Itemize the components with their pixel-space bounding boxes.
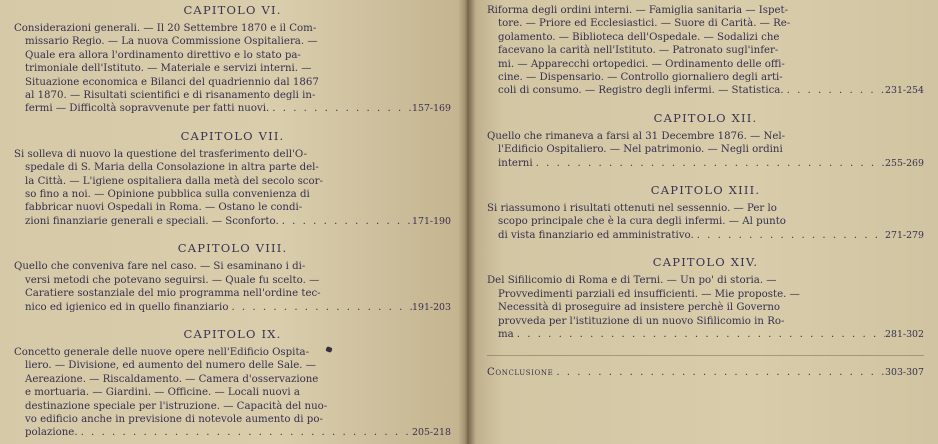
entry-last-line (487, 366, 924, 379)
entry-last-line (487, 328, 924, 341)
book-gutter (458, 0, 476, 444)
entry-line: Necessità di proseguire ad insistere perchè il Governo (498, 302, 781, 314)
chapter-heading: CAPITOLO VI. (183, 3, 282, 17)
entry-line: Quello che rimaneva a farsi al 31 Decembre 1876. — Nel- (487, 130, 786, 142)
leader-dots (279, 215, 412, 228)
entry-text: coli di consumo. — Registro degli infermi. — Statistica. (498, 85, 784, 97)
leader-dots (514, 328, 885, 341)
left-page (0, 0, 465, 444)
entry-line: facevano la carità nell'Istituto. — Patronato sugl'infer- (498, 45, 779, 57)
entry-text: di vista finanziario ed amministrativo. (498, 229, 694, 241)
entry-line: al 1870. — Risultati scientifici e di risanamento degli in- (25, 90, 316, 102)
leader-dots (269, 102, 412, 115)
entry-text: interni (498, 157, 533, 169)
leader-dots (553, 366, 885, 379)
entry-line: Quello che conveniva fare nel caso. — Si esaminano i di- (14, 261, 306, 273)
page-range: 205-218 (412, 427, 451, 439)
right-page (465, 0, 938, 444)
leader-dots (533, 157, 885, 170)
entry-line: Quale era allora l'ordinamento direttivo e lo stato pa- (25, 49, 301, 61)
entry-line: Si riassumono i risultati ottenuti nel sessennio. — Per lo (487, 203, 777, 215)
entry-line: Si solleva di nuovo la questione del trasferimento dell'O- (14, 148, 308, 160)
entry-line: Caratiere sostanziale del mio programma nell'ordine tec- (25, 288, 321, 300)
chapter-heading: CAPITOLO IX. (183, 326, 282, 341)
entry-text: nico ed igienico ed in quello finanziario (25, 301, 229, 313)
chapter-heading: CAPITOLO VII. (180, 128, 285, 143)
leader-dots (228, 301, 412, 314)
toc-entry (487, 274, 924, 341)
leader-dots (694, 229, 885, 242)
toc-entry (14, 260, 451, 314)
page-range: 271-279 (885, 229, 924, 241)
entry-last-line (487, 229, 924, 242)
entry-line: scopo principale che è la cura degli infermi. — Al punto (498, 216, 786, 228)
page-range: 231-254 (885, 85, 924, 97)
entry-line: Concetto generale delle nuove opere nell'Edificio Ospita- (14, 346, 310, 358)
chapter-heading: CAPITOLO XII. (653, 110, 758, 125)
entry-line: missario Regio. — La nuova Commissione Ospitaliera. — (25, 36, 318, 48)
leader-dots (784, 84, 885, 97)
section-divider (487, 355, 924, 356)
entry-line: cine. — Dispensario. — Controllo giornaliero degli arti- (498, 72, 783, 84)
entry-last-line (14, 301, 451, 314)
toc-entry (14, 22, 451, 116)
page-range: 303-307 (885, 367, 924, 379)
entry-line: liero. — Divisione, ed aumento del numero delle Sale. — (25, 360, 316, 372)
entry-line: tore. — Priore ed Ecclesiastici. — Suore di Carità. — Re- (498, 18, 791, 30)
entry-last-line (14, 426, 451, 439)
page-range: 171-190 (412, 215, 451, 227)
toc-entry (487, 130, 924, 170)
entry-last-line (487, 84, 924, 97)
entry-line: Del Sifilicomio di Roma e di Terni. — Un po' di storia. — (487, 275, 777, 287)
page-range: 157-169 (412, 103, 451, 115)
entry-text: polazione. (25, 427, 78, 439)
entry-line: la Città. — L'igiene ospitaliera dalla metà del secolo scor- (25, 175, 323, 187)
entry-line: versi metodi che potevano seguirsi. — Quale fu scelto. — (25, 274, 320, 286)
chapter-heading: CAPITOLO VIII. (177, 241, 288, 256)
entry-line: Riforma degli ordini interni. — Famiglia sanitaria — Ispet- (487, 5, 789, 16)
entry-last-line (487, 157, 924, 170)
toc-entry (487, 4, 924, 98)
entry-text: zioni finanziarie generali e speciali. — Sconforto. (25, 215, 279, 227)
page-range: 191-203 (412, 301, 451, 313)
toc-entry (487, 202, 924, 242)
leader-dots (78, 426, 412, 439)
entry-text: fermi — Difficoltà sopravvenute per fatti nuovi. (25, 103, 270, 115)
entry-line: fabbricar nuovi Ospedali in Roma. — Ostano le condi- (25, 202, 303, 214)
entry-text: Conclusione (487, 367, 554, 379)
entry-line: Aereazione. — Riscaldamento. — Camera d'osservazione (25, 373, 319, 385)
entry-line: trimoniale dell'Istituto. — Materiale e servizi interni. — (25, 63, 312, 75)
entry-line: golamento. — Biblioteca dell'Ospedale. — Sodalizi che (498, 31, 780, 43)
page-range: 281-302 (885, 328, 924, 340)
chapter-heading: CAPITOLO XIII. (650, 183, 761, 198)
entry-line: Considerazioni generali. — Il 20 Settembre 1870 e il Com- (14, 23, 317, 34)
entry-line: vo edificio anche in previsione di notevole aumento di po- (25, 413, 323, 425)
entry-line: provveda per l'istituzione di un nuovo Sifilicomio in Ro- (498, 315, 785, 327)
toc-entry (14, 346, 451, 440)
entry-line: so fino a noi. — Opinione pubblica sulla convenienza di (25, 189, 310, 201)
entry-last-line (14, 102, 451, 115)
entry-line: destinazione speciale per l'istruzione. — Capacità del nuo- (25, 400, 328, 412)
toc-entry (14, 148, 451, 228)
entry-line: spedale di S. Maria della Consolazione in altra parte del- (25, 162, 319, 174)
entry-line: l'Edificio Ospitaliero. — Nel patrimonio. — Negli ordini (498, 144, 783, 156)
entry-line: Situazione economica e Bilanci del quadriennio dal 1867 (25, 76, 319, 88)
toc-entry (487, 366, 924, 379)
entry-line: mi. — Apparecchi ortopedici. — Ordinamento delle offi- (498, 58, 785, 70)
entry-line: Provvedimenti parziali ed insufficienti. — Mie proposte. — (498, 288, 800, 300)
entry-text: ma (498, 328, 514, 340)
entry-last-line (14, 215, 451, 228)
entry-line: e mortuaria. — Giardini. — Officine. — Locali nuovi a (25, 387, 300, 399)
page-range: 255-269 (885, 157, 924, 169)
chapter-heading: CAPITOLO XIV. (652, 255, 759, 270)
